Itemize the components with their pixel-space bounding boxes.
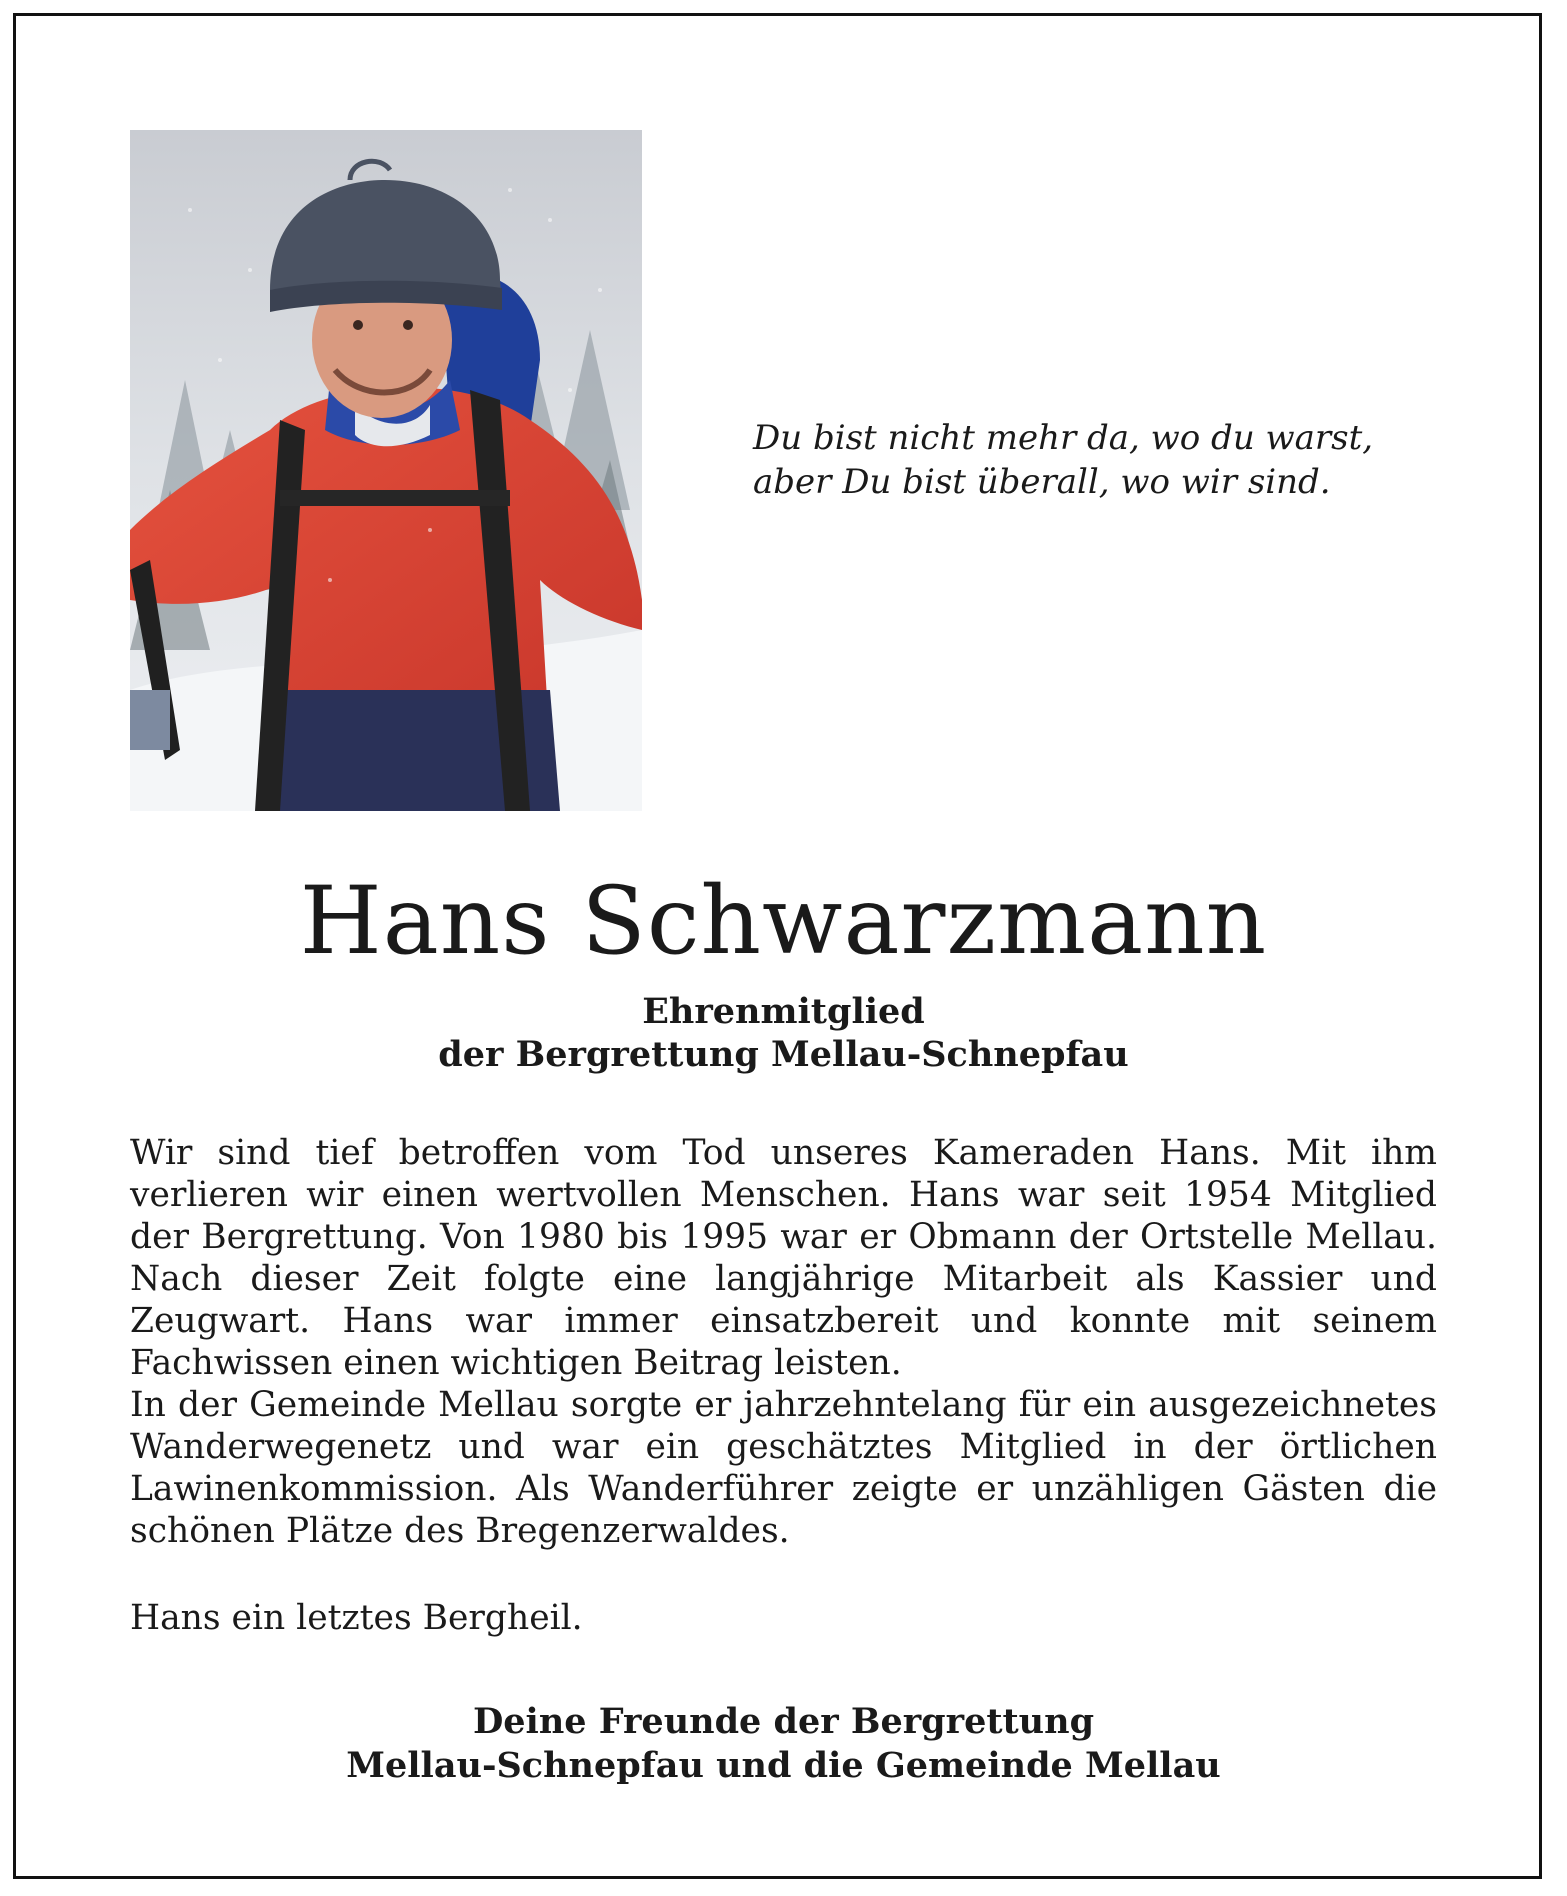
body-paragraph-2: In der Gemeinde Mellau sorgte er jahrzehntelang für ein ausgezeichnetes Wanderwegenetz und war ein geschätztes Mitglied in der örtlichen Lawinenkommission. Als Wanderführer zeigte er unzähligen Gästen die schönen Plätze des Bregenzerwaldes. (130, 1385, 1437, 1551)
quote-line-1: Du bist nicht mehr da, wo du warst, (753, 418, 1374, 458)
quote-line-2: aber Du bist überall, wo wir sind. (753, 462, 1331, 502)
title-line-1: Ehrenmitglied (642, 991, 925, 1032)
obituary-text (130, 1132, 1437, 1552)
portrait-photo-drawing (130, 130, 642, 811)
body-paragraph-1: Wir sind tief betroffen vom Tod unseres Kameraden Hans. Mit ihm verlieren wir einen wertvollen Menschen. Hans war seit 1954 Mitglied der Bergrettung. Von 1980 bis 1995 war er Obmann der Ortstelle Mellau. Nach dieser Zeit folgte eine langjährige Mitarbeit als Kassier und Zeugwart. Hans war immer einsatzbereit und konnte mit seinem Fachwissen einen wichtigen Beitrag leisten. (130, 1133, 1437, 1383)
signature (0, 1700, 1567, 1788)
signature-line-1: Deine Freunde der Bergrettung (472, 1701, 1095, 1742)
portrait-photo (130, 130, 642, 811)
memorial-quote (753, 416, 1473, 504)
honorary-title (0, 990, 1567, 1076)
signature-line-2: Mellau-Schnepfau und die Gemeinde Mellau (346, 1745, 1221, 1786)
closing-line: Hans ein letztes Bergheil. (130, 1598, 583, 1638)
title-line-2: der Bergrettung Mellau-Schnepfau (438, 1034, 1129, 1075)
deceased-name: Hans Schwarzmann (299, 867, 1268, 976)
